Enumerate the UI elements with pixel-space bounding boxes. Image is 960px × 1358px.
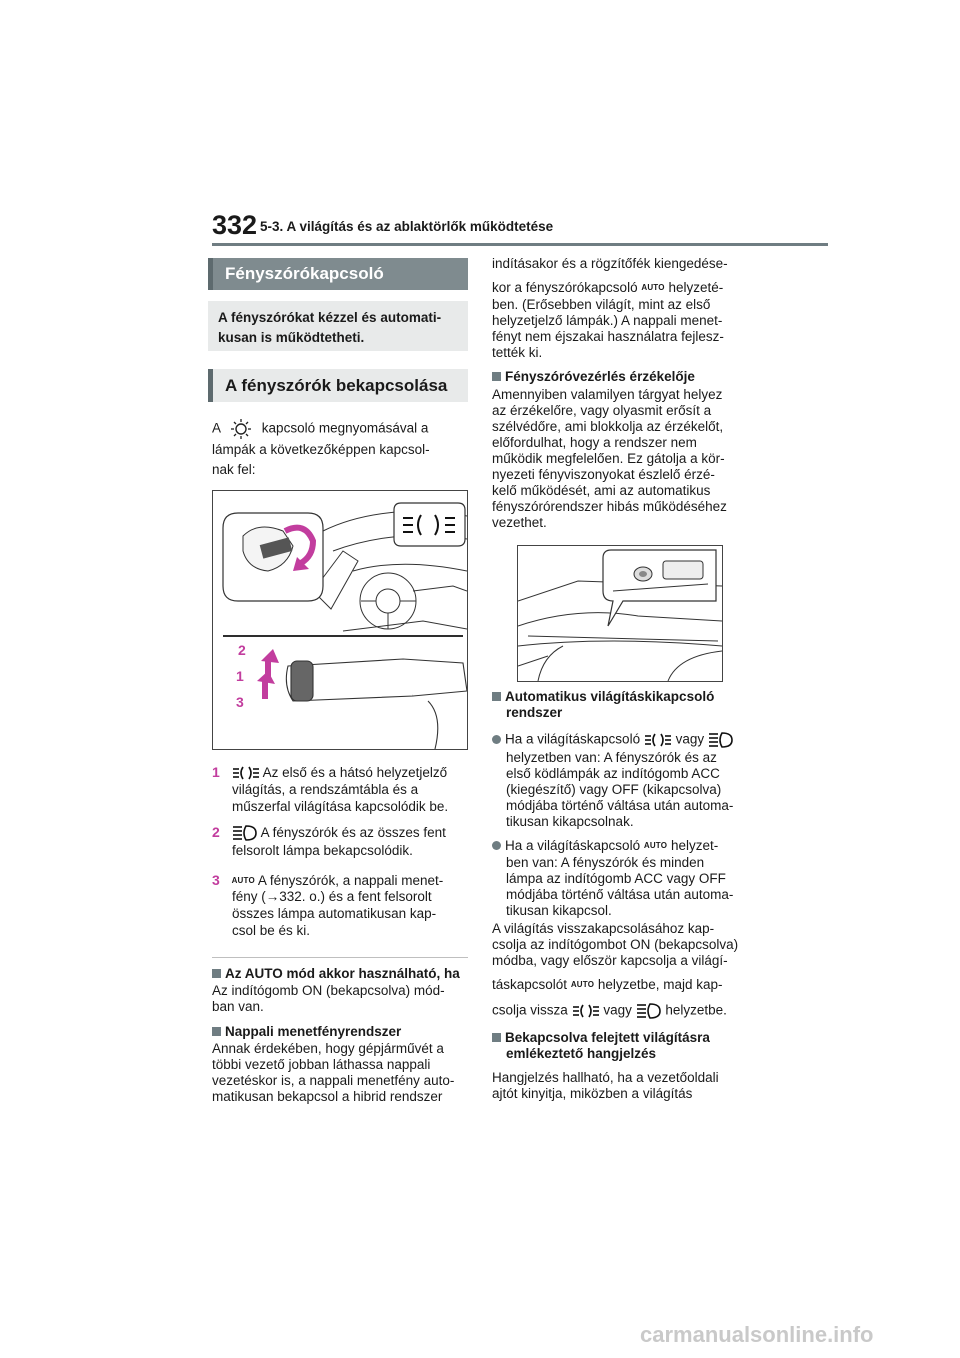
item-1 [212, 764, 474, 782]
intro-line1 [212, 419, 472, 439]
bullet1-line2: helyzetben van: A fényszórók és az [506, 750, 717, 765]
item-3-line4: csol be és ki. [232, 923, 311, 938]
cont-line5: fényt nem éjszakai használatra fejlesz- [492, 329, 724, 344]
note2-line3: vezetéskor is, a nappali menetfény auto- [212, 1073, 455, 1088]
sensor-title-text: Fényszóróvezérlés érzékelője [505, 369, 695, 384]
return-line4a: táskapcsolót [492, 977, 568, 992]
item-1-line1: Az első és a hátsó helyzetjelző [262, 765, 448, 780]
note2-line4: matikusan bekapcsol a hibrid rendszer [212, 1089, 443, 1104]
sensor-line9: vezethet. [492, 515, 547, 530]
reminder-line2: ajtót kinyitja, miközben a világítás [492, 1086, 693, 1101]
sensor-figure [517, 545, 723, 682]
subsection-title-text: A fényszórók bekapcsolása [225, 375, 448, 395]
item-3 [212, 872, 474, 890]
cont-line2 [492, 280, 723, 297]
auto-off-title [492, 689, 714, 706]
headlight-icon [232, 824, 258, 842]
figure-label-1: 1 [236, 668, 244, 684]
bullet1-line4: (kiegészítő) vagy OFF (kikapcsolva) [506, 782, 722, 797]
light-switch-icon [224, 419, 258, 439]
item-3-number: 3 [212, 872, 220, 888]
auto-icon: AUTO [641, 283, 665, 292]
position-light-icon [232, 765, 260, 781]
square-bullet-icon [492, 372, 501, 381]
header-rule [212, 243, 828, 246]
intro-line3: nak fel: [212, 462, 256, 477]
auto-icon: AUTO [570, 980, 595, 989]
headlight-switch-figure [212, 490, 468, 750]
section-title [208, 258, 468, 290]
subsection-title [208, 369, 468, 402]
page-number: 332 [212, 210, 258, 240]
item-2-line1: A fényszórók és az összes fent [260, 825, 446, 840]
bullet2-line5: tikusan kikapcsol. [506, 903, 612, 918]
item-1-number: 1 [212, 764, 220, 780]
bullet1-line1 [492, 731, 734, 749]
return-line5c: helyzetbe. [665, 1002, 727, 1018]
round-bullet-icon [492, 841, 501, 850]
item-3-line3: összes lámpa automatikusan kap- [232, 906, 437, 921]
position-light-icon [644, 732, 672, 748]
auto-icon: AUTO [643, 841, 668, 850]
cont-line6: tették ki. [492, 345, 543, 360]
square-bullet-icon [492, 692, 501, 701]
bullet2-line2: ben van: A fényszórók és minden [506, 855, 705, 870]
position-light-icon [572, 1003, 600, 1019]
return-line5a: csolja vissza [492, 1002, 568, 1018]
intro-a: A [212, 420, 221, 436]
bullet2-line1 [492, 838, 718, 855]
auto-icon: AUTO [231, 876, 255, 885]
cont-line4: helyzetjelző lámpák.) A nappali menet- [492, 313, 723, 328]
note1-title [212, 966, 460, 983]
chapter-title: 5-3. A világítás és az ablaktörlők működtetése [260, 219, 554, 234]
figure-label-3: 3 [236, 694, 244, 710]
bullet1-line3: első ködlámpák az indítógomb ACC [506, 766, 720, 781]
bullet2-line1b: helyzet- [670, 838, 719, 853]
item-2-number: 2 [212, 824, 220, 840]
bullet1-line1b: vagy [675, 731, 705, 747]
return-line3: módba, vagy először kapcsolja a világí- [492, 953, 728, 968]
reminder-title-line2: emlékeztető hangjelzés [506, 1046, 657, 1061]
cont-line2b: helyzeté- [668, 280, 724, 295]
reminder-title [492, 1030, 710, 1047]
note1-title-text: Az AUTO mód akkor használható, ha [225, 966, 460, 981]
sensor-line2: az érzékelőre, vagy olyasmit erősít a [492, 403, 712, 418]
position-light-zoom [394, 503, 465, 546]
sensor-line8: fényszórórendszer hibás működéséhez [492, 499, 727, 514]
section-subtitle-text: A fényszórókat kézzel és automati-kusan is működtetheti. [218, 310, 442, 345]
bullet2-line4: módjába történő váltása után automa- [506, 887, 734, 902]
sensor-illustration [518, 546, 722, 681]
cont-line3: ben. (Erősebben világít, mint az első [492, 297, 711, 312]
return-line4 [492, 977, 722, 994]
item-3-line2: fény (→332. o.) és a fent felsorolt [232, 889, 432, 904]
note2-line2: többi vezető jobban láthassa nappali [212, 1057, 431, 1072]
bullet1-line6: tikusan kikapcsolnak. [506, 814, 634, 829]
sensor-zoom [603, 550, 716, 626]
reminder-title-line1: Bekapcsolva felejtett világításra [505, 1030, 710, 1045]
headlight-switch-illustration [213, 491, 467, 749]
reminder-line1: Hangjelzés hallható, ha a vezetőoldali [492, 1070, 719, 1085]
note2-line1: Annak érdekében, hogy gépjárművét a [212, 1041, 444, 1056]
return-line2: csolja az indítógombot ON (bekapcsolva) [492, 937, 739, 952]
square-bullet-icon [212, 1027, 221, 1036]
intro-line2: lámpák a következőképpen kapcsol- [212, 442, 430, 457]
bullet1-line1a: Ha a világításkapcsoló [505, 731, 641, 747]
hand-zoom-circle [223, 513, 323, 601]
sensor-line7: kelő működését, ami az automatikus [492, 483, 711, 498]
item-1-line3: műszerfal világítása kapcsolódik be. [232, 799, 449, 814]
return-line5b: vagy [603, 1002, 632, 1018]
notes-separator [212, 957, 468, 958]
square-bullet-icon [492, 1033, 501, 1042]
sensor-line1: Amennyiben valamilyen tárgyat helyez [492, 387, 723, 402]
auto-off-title-line1: Automatikus világításkikapcsoló [505, 689, 715, 704]
section-subtitle [208, 301, 468, 351]
return-line5 [492, 1002, 727, 1020]
figure-label-2: 2 [238, 642, 246, 658]
return-line1: A világítás visszakapcsolásához kap- [492, 921, 715, 936]
note1-line2: ban van. [212, 999, 264, 1014]
intro-rest: kapcsoló megnyomásával a [261, 420, 429, 436]
note1-line1: Az indítógomb ON (bekapcsolva) mód- [212, 983, 445, 998]
cont-line1: indításakor és a rögzítőfék kiengedése- [492, 256, 728, 271]
sensor-title [492, 369, 695, 386]
bullet2-line3: lámpa az indítógomb ACC vagy OFF [506, 871, 726, 886]
sensor-line3: szélvédőre, ami blokkolja az érzékelőt, [492, 419, 724, 434]
item-1-line2: világítás, a rendszámtábla és a [232, 782, 419, 797]
item-2 [212, 824, 474, 842]
note2-title-text: Nappali menetfényrendszer [225, 1024, 402, 1039]
headlight-icon [708, 731, 734, 749]
bullet1-line5: módjába történő váltása után automa- [506, 798, 734, 813]
section-title-text: Fényszórókapcsoló [225, 264, 384, 283]
note2-title [212, 1024, 401, 1041]
square-bullet-icon [212, 969, 221, 978]
round-bullet-icon [492, 735, 501, 744]
sensor-line4: előfordulhat, hogy a rendszer nem [492, 435, 697, 450]
sensor-line5: működik megfelelően. Ez gátolja a kör- [492, 451, 725, 466]
headlight-icon [636, 1002, 662, 1020]
bullet2-line1a: Ha a világításkapcsoló [505, 838, 641, 853]
item-2-line2: felsorolt lámpa bekapcsolódik. [232, 843, 413, 858]
item-3-line1: A fényszórók, a nappali menet- [257, 873, 444, 888]
sensor-line6: nyezeti fényviszonyokat észlelő érzé- [492, 467, 715, 482]
return-line4b: helyzetbe, majd kap- [597, 977, 723, 992]
cont-line2a: kor a fényszórókapcsoló [492, 280, 638, 295]
watermark: carmanualsonline.info [640, 1322, 874, 1347]
auto-off-title-line2: rendszer [506, 705, 563, 720]
